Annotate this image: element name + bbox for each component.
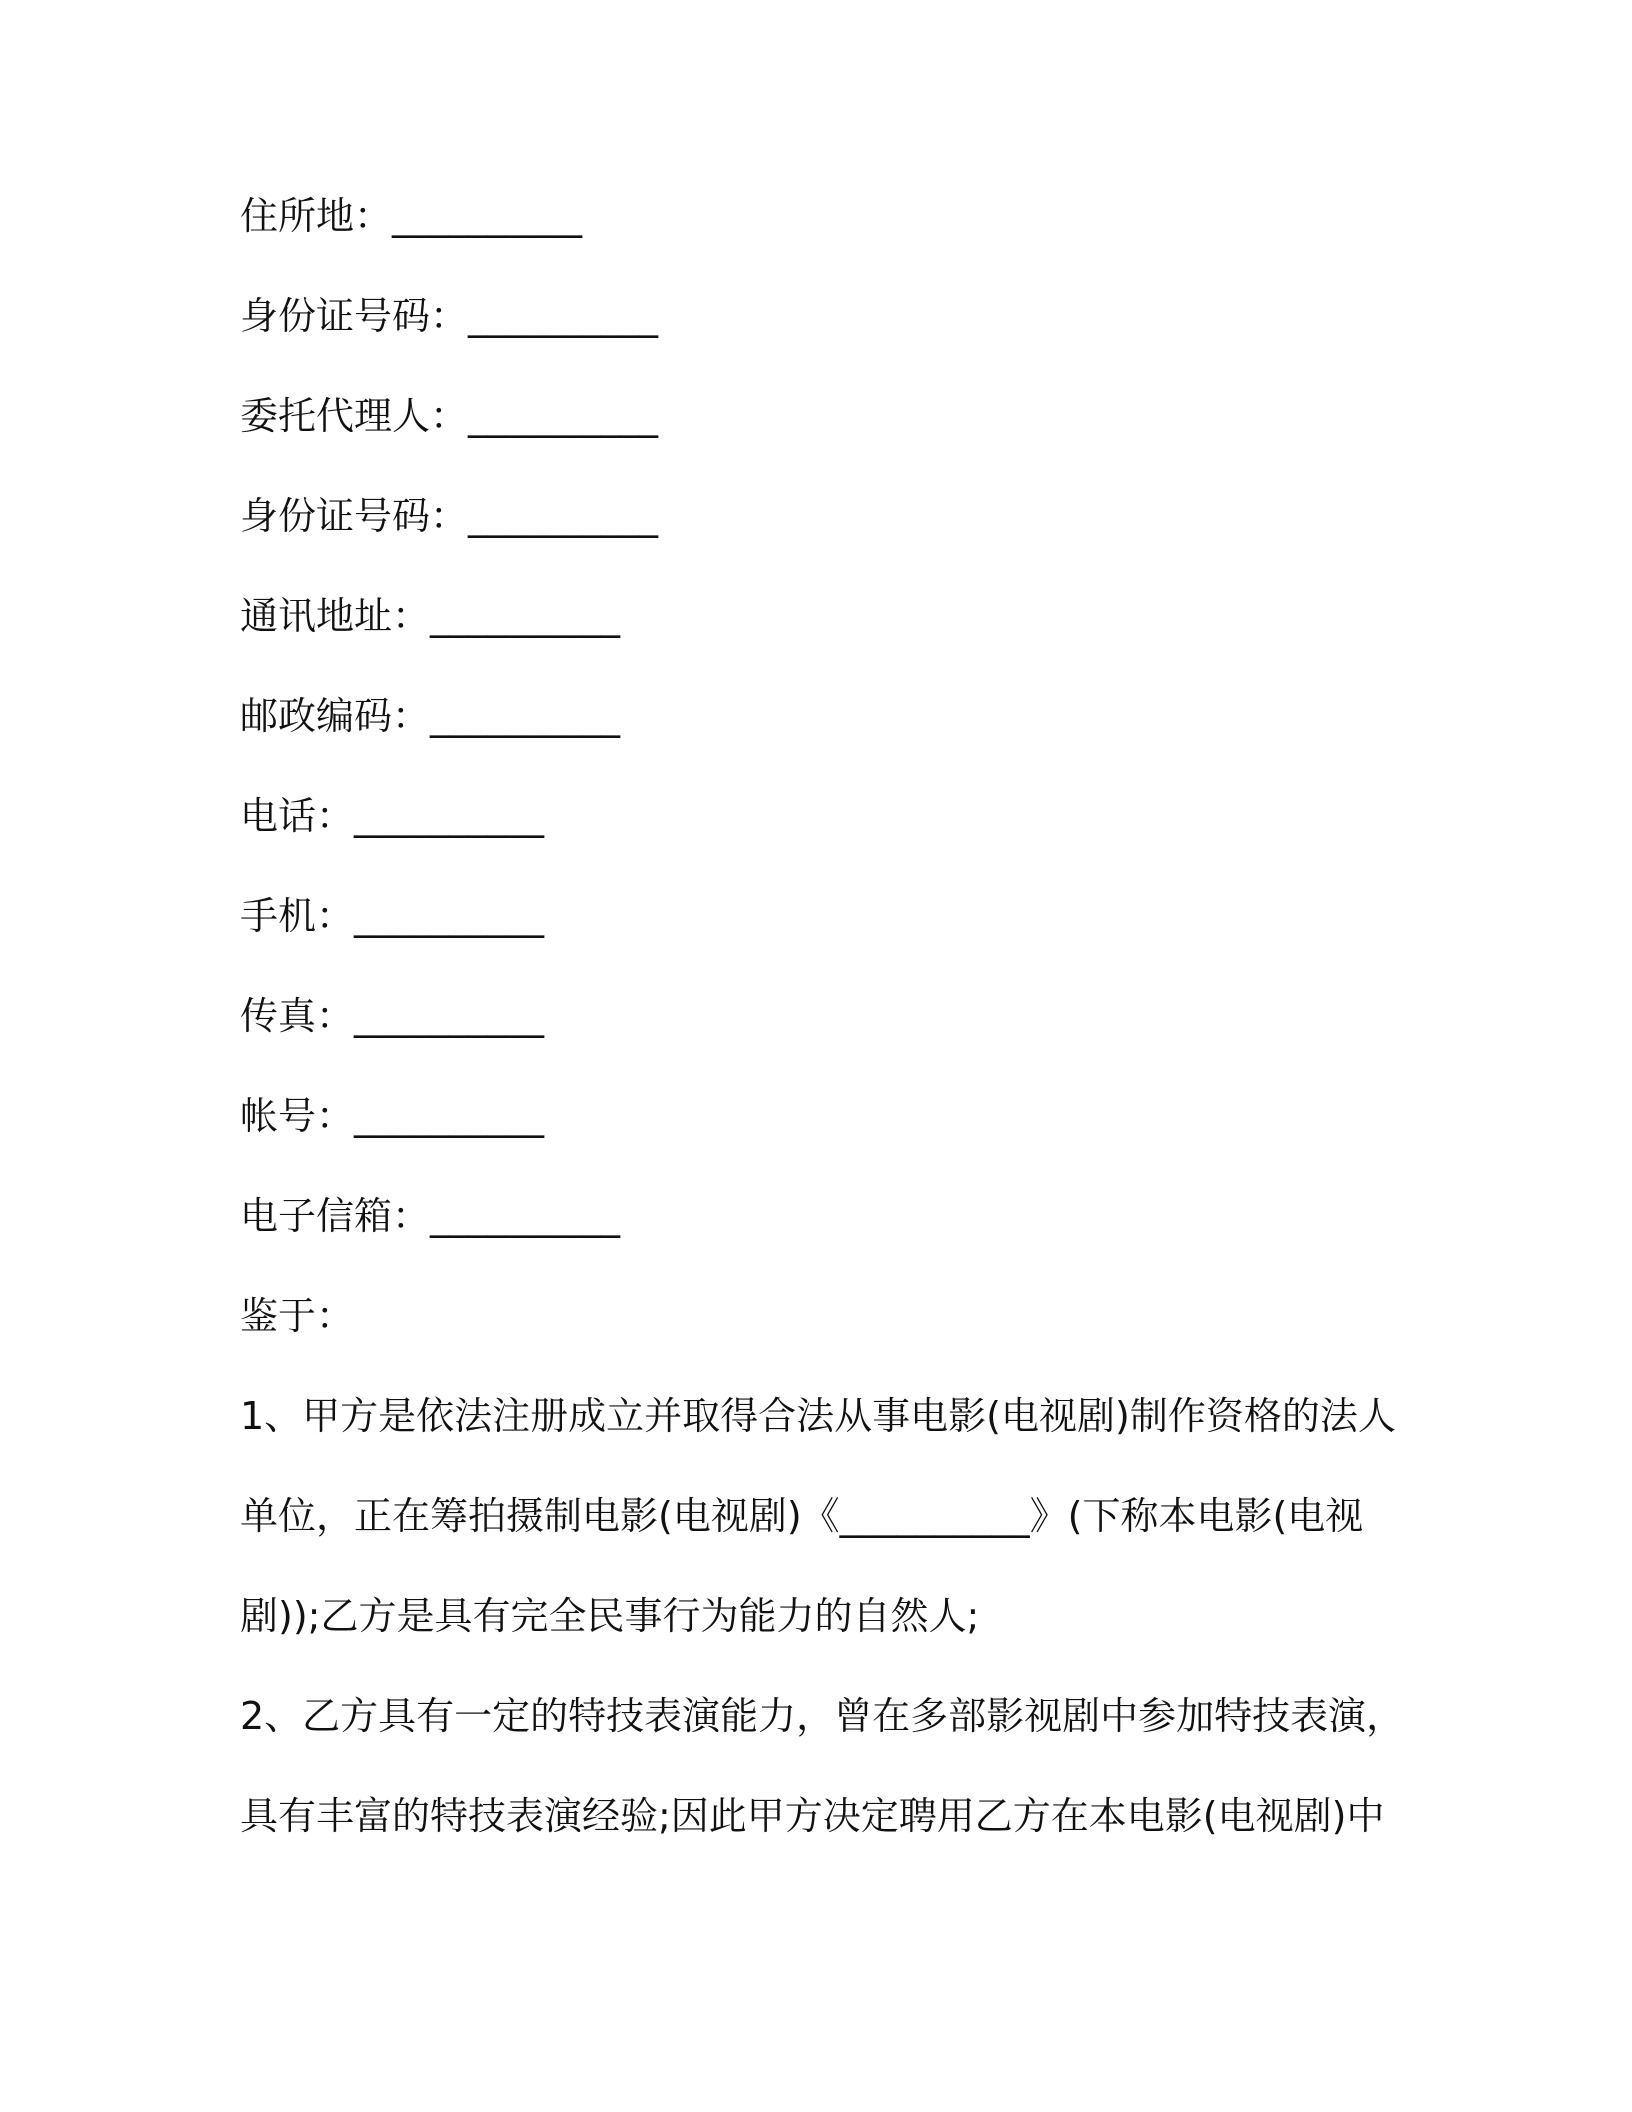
clause-2-line-1: 2、乙方具有一定的特技表演能力，曾在多部影视剧中参加特技表演， (240, 1694, 1405, 1738)
field-agent-id-number: 身份证号码：__________ (240, 494, 659, 538)
field-fax: 传真：__________ (240, 994, 545, 1038)
whereas-heading: 鉴于： (240, 1294, 355, 1338)
clause-1-line-1: 1、甲方是依法注册成立并取得合法从事电影(电视剧)制作资格的法人 (240, 1394, 1396, 1438)
field-mobile: 手机：__________ (240, 894, 545, 938)
field-postal-code: 邮政编码：__________ (240, 694, 621, 738)
field-id-number: 身份证号码：__________ (240, 294, 659, 338)
field-phone: 电话：__________ (240, 794, 545, 838)
field-account: 帐号：__________ (240, 1094, 545, 1138)
clause-2-line-2: 具有丰富的特技表演经验;因此甲方决定聘用乙方在本电影(电视剧)中 (240, 1794, 1385, 1838)
clause-1-line-2: 单位，正在筹拍摄制电影(电视剧)《__________》(下称本电影(电视 (240, 1494, 1364, 1538)
field-agent: 委托代理人：__________ (240, 394, 659, 438)
clause-1-line-3: 剧));乙方是具有完全民事行为能力的自然人; (240, 1594, 980, 1638)
field-email: 电子信箱：__________ (240, 1194, 621, 1238)
field-residence: 住所地：__________ (240, 194, 583, 238)
field-mailing-address: 通讯地址：__________ (240, 594, 621, 638)
document-body (240, 190, 1410, 1890)
